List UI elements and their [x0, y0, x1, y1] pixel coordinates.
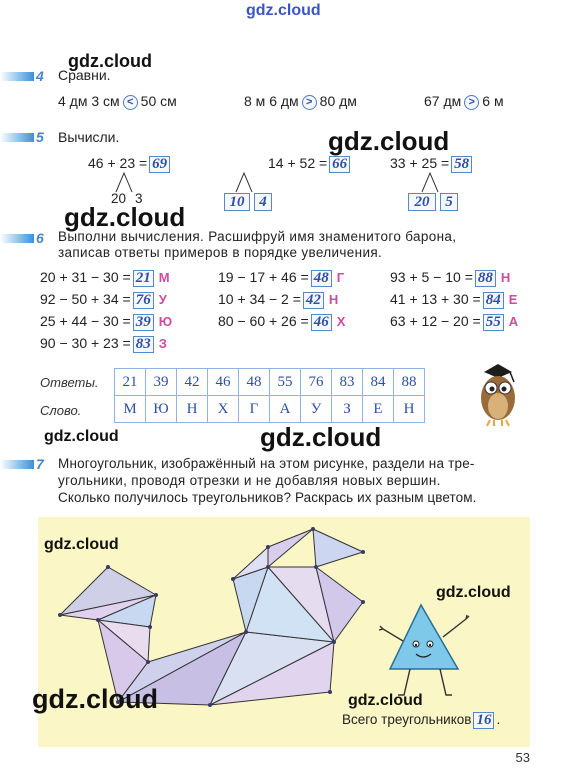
example: 90 − 30 + 23 = 83 З: [40, 335, 167, 352]
watermark: gdz.cloud: [246, 2, 321, 19]
example: 25 + 44 − 30 = 39 Ю: [40, 313, 173, 330]
example: 14 + 52 = 66: [268, 155, 352, 173]
example: 63 + 12 − 20 = 55 А: [390, 313, 519, 330]
example: 80 − 60 + 26 = 46 Х: [218, 313, 346, 330]
triangle-total: Всего треугольников 16 .: [342, 712, 501, 728]
answer-cell: 46: [208, 369, 239, 396]
example: 33 + 25 = 58: [390, 155, 474, 173]
split-lines: [0, 0, 568, 220]
split-part: 20: [111, 191, 127, 206]
answer-cell: 83: [332, 369, 363, 396]
example: 92 − 50 + 34 = 76 У: [40, 291, 167, 308]
letter-cell: Ю: [146, 396, 177, 423]
split-part: 20: [408, 193, 436, 211]
letter-cell: У: [301, 396, 332, 423]
split-part: 10: [224, 193, 250, 211]
watermark: gdz.cloud: [32, 684, 158, 714]
watermark: gdz.cloud: [436, 584, 511, 601]
task-text: угольники, проводя отрезки и не добавляя новых вершин.: [58, 473, 441, 488]
example: 46 + 23 = 69: [88, 155, 172, 173]
answer-cell: 42: [177, 369, 208, 396]
word-row: [115, 396, 425, 423]
task-title: Сравни.: [58, 67, 111, 83]
answer-cell: 84: [363, 369, 394, 396]
task-number: 7: [36, 456, 44, 472]
answer-cell: 76: [301, 369, 332, 396]
compare-item: 67 дм > 6 м: [424, 93, 504, 109]
letter-cell: Н: [394, 396, 425, 423]
letter-cell: М: [115, 396, 146, 423]
answer-cell: 88: [394, 369, 425, 396]
task-number: 4: [36, 68, 44, 84]
answer-cell: 39: [146, 369, 177, 396]
page-number: 53: [515, 750, 530, 765]
task-text: Сколько получилось треугольников? Раскрась их разным цветом.: [58, 490, 477, 505]
letter-cell: Н: [177, 396, 208, 423]
split-part: 3: [135, 191, 143, 206]
compare-item: 8 м 6 дм > 80 дм: [244, 93, 357, 109]
watermark: gdz.cloud: [328, 126, 450, 156]
task-number: 6: [36, 230, 44, 246]
letter-cell: Е: [363, 396, 394, 423]
example: 20 + 31 − 30 = 21 М: [40, 269, 170, 286]
watermark: gdz.cloud: [44, 536, 119, 553]
compare-item: 4 дм 3 см < 50 см: [58, 93, 177, 109]
section-marker: [0, 460, 34, 469]
triangle-character: [379, 605, 469, 695]
example: 41 + 13 + 30 = 84 Е: [390, 291, 518, 308]
watermark: gdz.cloud: [44, 428, 119, 445]
word-label: Слово.: [40, 403, 82, 418]
task-number: 5: [36, 129, 44, 145]
letter-cell: Г: [239, 396, 270, 423]
answer-cell: 48: [239, 369, 270, 396]
task-text: Выполни вычисления. Расшифруй имя знаменитого барона,: [58, 229, 457, 244]
example: 10 + 34 − 2 = 42 Н: [218, 291, 339, 308]
task-text: Многоугольник, изображённый на этом рисунке, раздели на тре-: [58, 456, 475, 471]
owl-illustration: [470, 362, 526, 428]
example: 93 + 5 − 10 = 88 Н: [390, 269, 511, 286]
task-text: записав ответы примеров в порядке увеличения.: [58, 245, 383, 260]
letter-cell: А: [270, 396, 301, 423]
answers-table: [114, 368, 425, 423]
split-part: 4: [254, 193, 272, 211]
letter-cell: З: [332, 396, 363, 423]
section-marker: [0, 234, 34, 243]
answer-cell: 55: [270, 369, 301, 396]
watermark: gdz.cloud: [68, 51, 152, 71]
answers-row: [115, 369, 425, 396]
watermark: gdz.cloud: [64, 202, 186, 232]
letter-cell: Х: [208, 396, 239, 423]
example: 19 − 17 + 46 = 48 Г: [218, 269, 345, 286]
watermark: gdz.cloud: [260, 422, 382, 452]
task-title: Вычисли.: [58, 129, 120, 145]
split-part: 5: [440, 193, 458, 211]
watermark: gdz.cloud: [348, 692, 423, 709]
answer-cell: 21: [115, 369, 146, 396]
answers-label: Ответы.: [40, 375, 99, 390]
